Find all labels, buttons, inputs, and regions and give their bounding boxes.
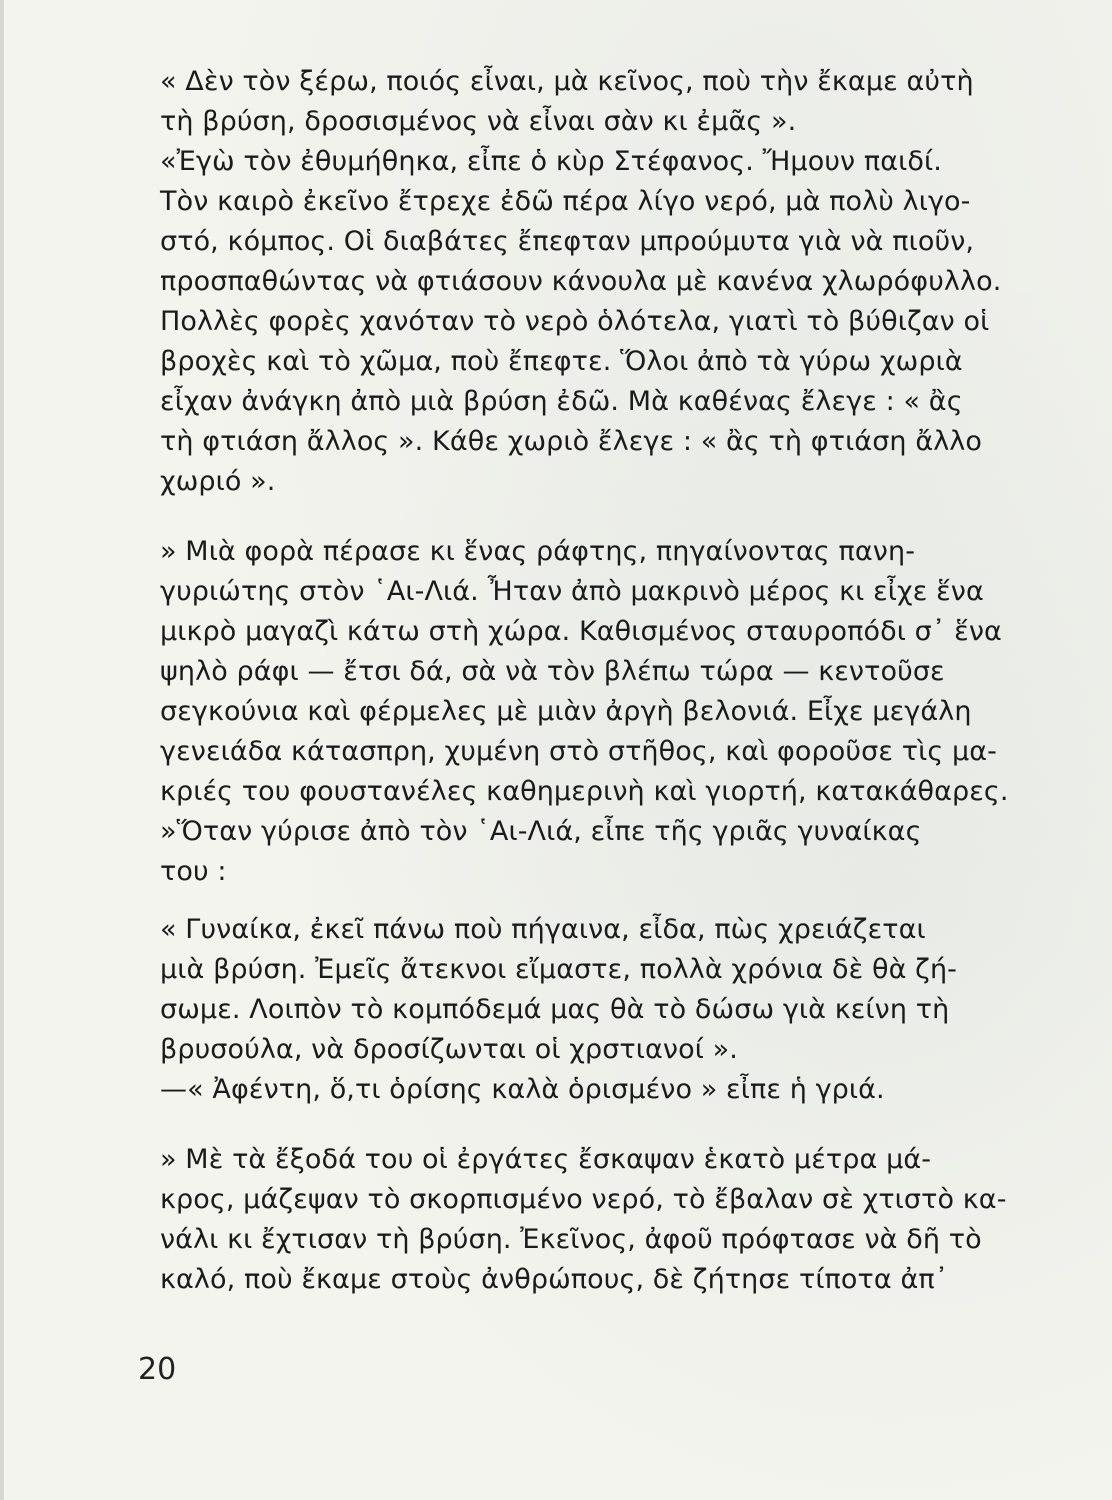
text-line: τὴ φτιάση ἄλλος ». Κάθε χωριὸ ἔλεγε : « ἂς τὴ φτιάση ἄλλο [160,426,982,457]
text-line: κρος, μάζεψαν τὸ σκορπισμένο νερό, τὸ ἔβαλαν σὲ χτιστὸ κα- [160,1184,1007,1215]
text-line: νάλι κι ἔχτισαν τὴ βρύση. Ἐκεῖνος, ἀφοῦ πρόφτασε νὰ δῆ τὸ [160,1224,982,1255]
text-line: Πολλὲς φορὲς χανόταν τὸ νερὸ ὁλότελα, γιατὶ τὸ βύθιζαν οἱ [160,306,990,337]
text-line: μικρὸ μαγαζὶ κάτω στὴ χώρα. Καθισμένος σταυροπόδι σ᾽ ἕνα [160,616,1002,647]
text-line: γενειάδα κάτασπρη, χυμένη στὸ στῆθος, καὶ φοροῦσε τὶς μα- [160,736,997,767]
text-line: ψηλὸ ράφι — ἔτσι δά, σὰ νὰ τὸν βλέπω τώρα — κεντοῦσε [160,656,945,687]
text-line: » Μιὰ φορὰ πέρασε κι ἕνας ράφτης, πηγαίνοντας πανη- [160,536,916,567]
section-break [160,1110,1030,1140]
page-edge [0,0,4,1500]
text-line: «Ἐγὼ τὸν ἐθυμήθηκα, εἶπε ὁ κὺρ Στέφανος. Ἤμουν παιδί. [160,146,942,177]
text-line: Τὸν καιρὸ ἐκεῖνο ἔτρεχε ἐδῶ πέρα λίγο νερό, μὰ πολὺ λιγο- [160,186,971,217]
page-text [160,62,1030,1300]
text-line: εἶχαν ἀνάγκη ἀπὸ μιὰ βρύση ἐδῶ. Μὰ καθένας ἔλεγε : « ἂς [160,386,963,417]
section-break [160,502,1030,532]
text-line: τὴ βρύση, δροσισμένος νὰ εἶναι σὰν κι ἐμᾶς ». [160,106,797,137]
text-line: σεγκούνια καὶ φέρμελες μὲ μιὰν ἀργὴ βελονιά. Εἶχε μεγάλη [160,696,972,727]
paragraph-2 [160,532,1030,892]
text-line: στό, κόμπος. Οἱ διαβάτες ἔπεφταν μπρούμυτα γιὰ νὰ πιοῦν, [160,226,975,257]
text-line: » Μὲ τὰ ἔξοδά του οἱ ἐργάτες ἔσκαψαν ἑκατὸ μέτρα μά- [160,1144,932,1175]
paragraph-4 [160,1140,1030,1300]
text-line: γυριώτης στὸν ῾Αι-Λιά. Ἦταν ἀπὸ μακρινὸ μέρος κι εἶχε ἕνα [160,576,984,607]
paragraph-3 [160,910,1030,1110]
text-line: προσπαθώντας νὰ φτιάσουν κάνουλα μὲ κανένα χλωρόφυλλο. [160,266,1002,297]
text-line: —« Ἀφέντη, ὅ,τι ὁρίσης καλὰ ὁρισμένο » εἶπε ἡ γριά. [160,1074,885,1105]
paragraph-1 [160,62,1030,502]
text-line: μιὰ βρύση. Ἐμεῖς ἄτεκνοι εἴμαστε, πολλὰ χρόνια δὲ θὰ ζή- [160,954,958,985]
text-line: »Ὅταν γύρισε ἀπὸ τὸν ῾Αι-Λιά, εἶπε τῆς γριᾶς γυναίκας [160,816,922,847]
text-line: κριές του φουστανέλες καθημερινὴ καὶ γιορτή, κατακάθαρες. [160,776,1009,807]
text-line: βροχὲς καὶ τὸ χῶμα, ποὺ ἔπεφτε. Ὅλοι ἀπὸ τὰ γύρω χωριὰ [160,346,963,377]
text-line: σωμε. Λοιπὸν τὸ κομπόδεμά μας θὰ τὸ δώσω γιὰ κείνη τὴ [160,994,950,1025]
text-line: « Δὲν τὸν ξέρω, ποιός εἶναι, μὰ κεῖνος, ποὺ τὴν ἔκαμε αὐτὴ [160,66,974,97]
text-line: του : [160,856,227,887]
text-line: καλό, ποὺ ἔκαμε στοὺς ἀνθρώπους, δὲ ζήτησε τίποτα ἀπ᾽ [160,1264,949,1295]
page-number: 20 [138,1352,177,1387]
text-line: βρυσούλα, νὰ δροσίζωνται οἱ χρστιανοί ». [160,1034,738,1065]
text-line: « Γυναίκα, ἐκεῖ πάνω ποὺ πήγαινα, εἶδα, πὼς χρειάζεται [160,914,926,945]
section-break [160,892,1030,910]
text-line: χωριό ». [160,466,276,497]
